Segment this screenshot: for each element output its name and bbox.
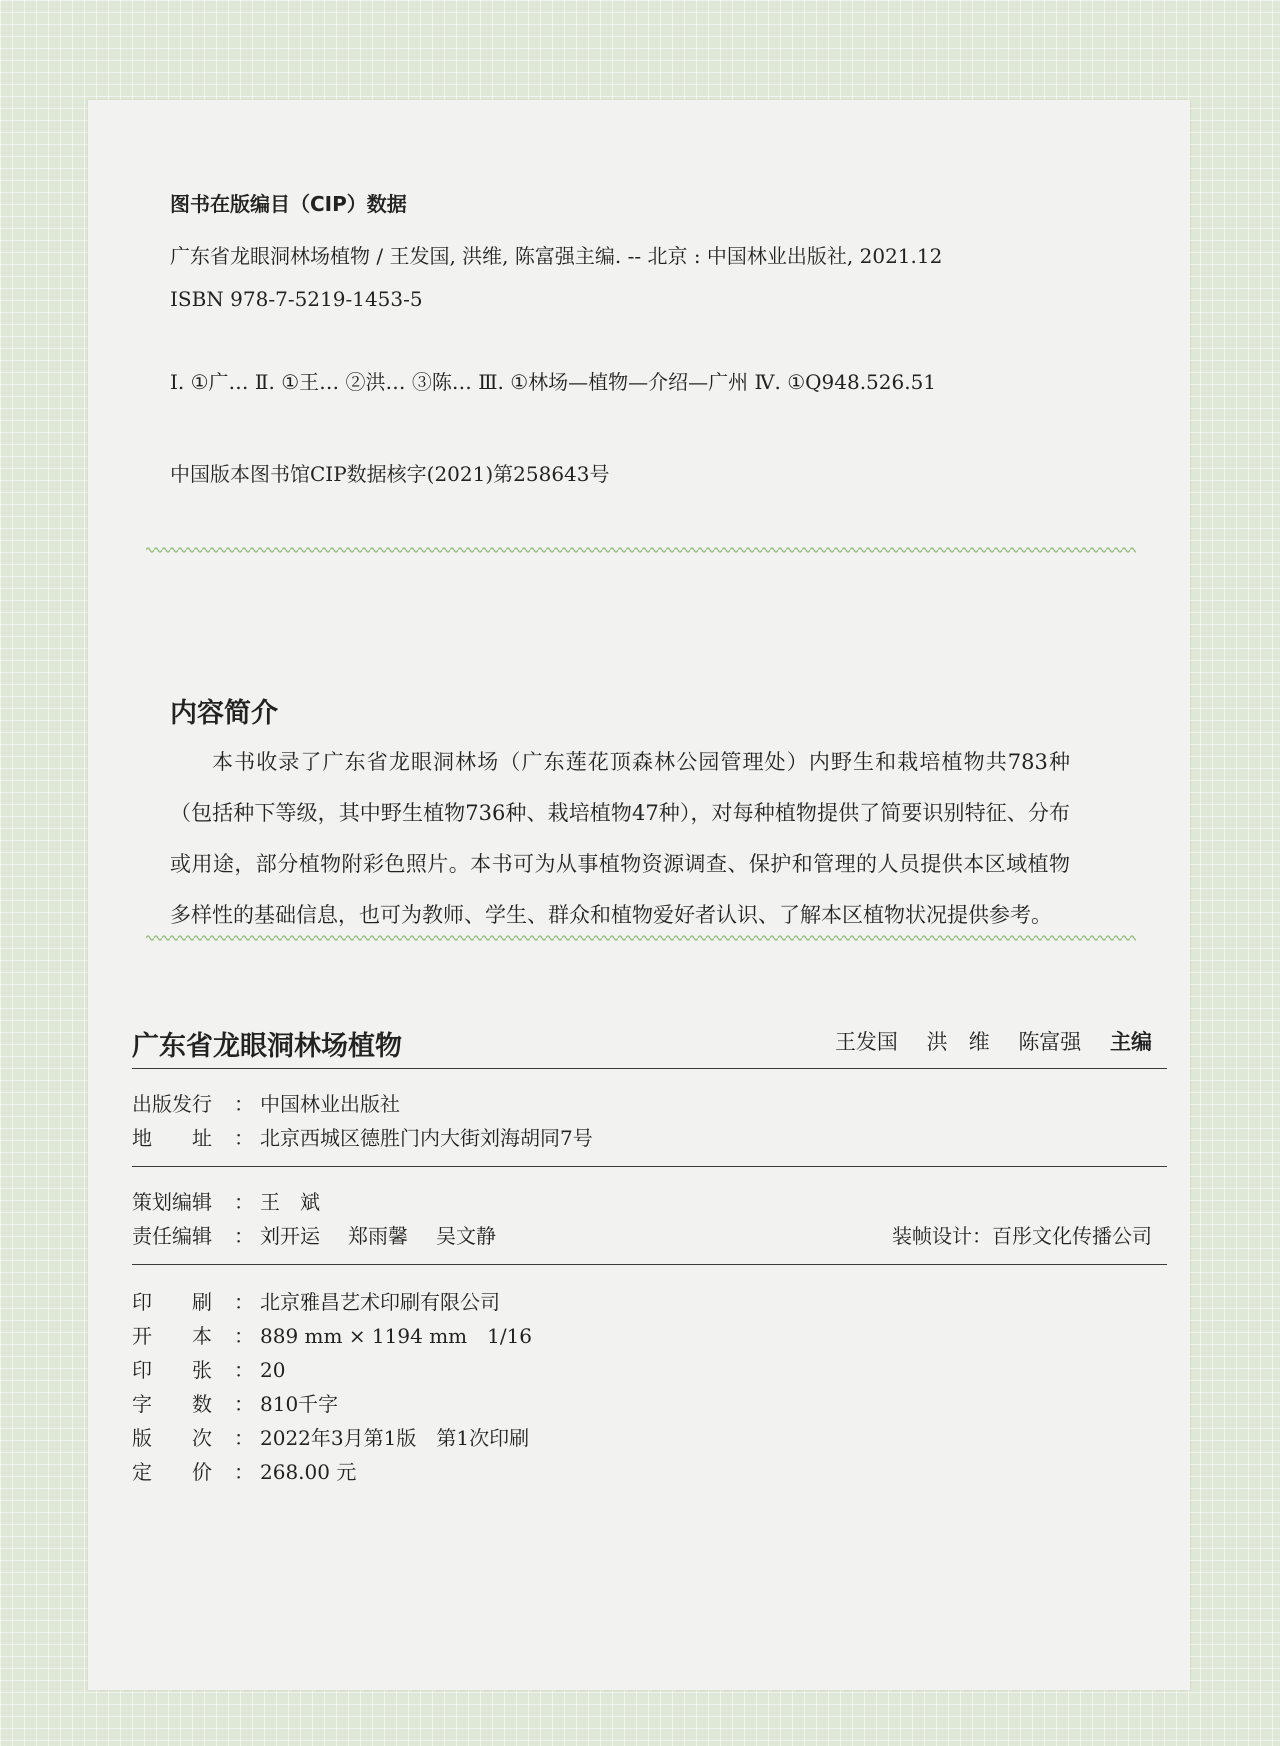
- spec-label: 版 次: [132, 1426, 212, 1450]
- spec-value: 268.00 元: [260, 1460, 357, 1484]
- spec-row-edition: 版 次 ： 2022年3月第1版 第1次印刷: [132, 1422, 529, 1451]
- spec-label: 开 本: [132, 1324, 212, 1348]
- editor-name: 洪 维: [926, 1030, 990, 1054]
- address-value: 北京西城区德胜门内大街刘海胡同7号: [260, 1126, 593, 1150]
- responsible-editor-row: 责任编辑 ： 刘开运 郑雨馨 吴文静: [132, 1220, 496, 1249]
- design-value: 百彤文化传播公司: [992, 1224, 1152, 1248]
- spec-row-sheets: 印 张 ： 20: [132, 1354, 285, 1383]
- address-label: 地 址: [132, 1126, 212, 1150]
- editor-name: 陈富强: [1018, 1030, 1082, 1054]
- address-row: 地 址 ： 北京西城区德胜门内大街刘海胡同7号: [132, 1122, 593, 1151]
- cip-catalog-line: 广东省龙眼洞林场植物 / 王发国, 洪维, 陈富强主编. -- 北京 : 中国林业出版社, 2021.12: [170, 244, 943, 268]
- cip-heading: 图书在版编目（CIP）数据: [170, 192, 407, 216]
- cip-record-number: 中国版本图书馆CIP数据核字(2021)第258643号: [170, 462, 610, 486]
- publisher-value: 中国林业出版社: [260, 1092, 400, 1116]
- editor-role: 主编: [1110, 1030, 1152, 1054]
- spec-label: 字 数: [132, 1392, 212, 1416]
- spec-value: 2022年3月第1版 第1次印刷: [260, 1426, 530, 1450]
- planning-editor-value: 王 斌: [260, 1190, 320, 1214]
- planning-editor-label: 策划编辑: [132, 1190, 212, 1214]
- responsible-editor-name: 吴文静: [436, 1224, 496, 1248]
- spec-value: 北京雅昌艺术印刷有限公司: [260, 1290, 500, 1314]
- editor-name: 王发国: [834, 1030, 898, 1054]
- design-row: 装帧设计：百彤文化传播公司: [892, 1224, 1152, 1248]
- copyright-page-sheet: [88, 100, 1190, 1690]
- publisher-row: 出版发行 ： 中国林业出版社: [132, 1088, 400, 1117]
- spec-row-wordcount: 字 数 ： 810千字: [132, 1388, 338, 1417]
- planning-editor-row: 策划编辑 ： 王 斌: [132, 1186, 320, 1215]
- intro-body: 本书收录了广东省龙眼洞林场（广东莲花顶森林公园管理处）内野生和栽培植物共783种（包括种下等级，其中野生植物736种、栽培植物47种），对每种植物提供了简要识别特征、分布或用途，部分植物附彩色照片。本书可为从事植物资源调查、保护和管理的人员提供本区域植物多样性的基础信息，也可为教师、学生、群众和植物爱好者认识、了解本区植物状况提供参考。: [170, 750, 1070, 927]
- cip-isbn: ISBN 978-7-5219-1453-5: [170, 287, 423, 311]
- spec-value: 889 mm × 1194 mm 1/16: [260, 1324, 533, 1348]
- publisher-label: 出版发行: [132, 1092, 212, 1116]
- spec-value: 20: [260, 1358, 286, 1382]
- book-editors: [813, 1026, 1152, 1056]
- responsible-editor-name: 郑雨馨: [348, 1224, 408, 1248]
- book-title: 广东省龙眼洞林场植物: [132, 1031, 402, 1062]
- design-label: 装帧设计: [892, 1224, 972, 1248]
- rule-3: [132, 1264, 1167, 1265]
- wavy-divider-bottom: [146, 933, 1136, 943]
- rule-1: [132, 1068, 1167, 1069]
- spec-label: 印 刷: [132, 1290, 212, 1314]
- responsible-editor-label: 责任编辑: [132, 1224, 212, 1248]
- spec-label: 印 张: [132, 1358, 212, 1382]
- spec-row-price: 定 价 ： 268.00 元: [132, 1456, 356, 1485]
- intro-heading: 内容简介: [170, 698, 278, 729]
- rule-2: [132, 1166, 1167, 1167]
- spec-label: 定 价: [132, 1460, 212, 1484]
- cip-classification: Ⅰ. ①广… Ⅱ. ①王… ②洪… ③陈… Ⅲ. ①林场—植物—介绍—广州 Ⅳ. ①Q948.526.51: [170, 370, 937, 394]
- wavy-divider-top: [146, 545, 1136, 555]
- responsible-editor-name: 刘开运: [260, 1224, 320, 1248]
- spec-row-format: 开 本 ： 889 mm × 1194 mm 1/16: [132, 1320, 532, 1349]
- spec-row-printing: 印 刷 ： 北京雅昌艺术印刷有限公司: [132, 1286, 500, 1315]
- spec-value: 810千字: [260, 1392, 339, 1416]
